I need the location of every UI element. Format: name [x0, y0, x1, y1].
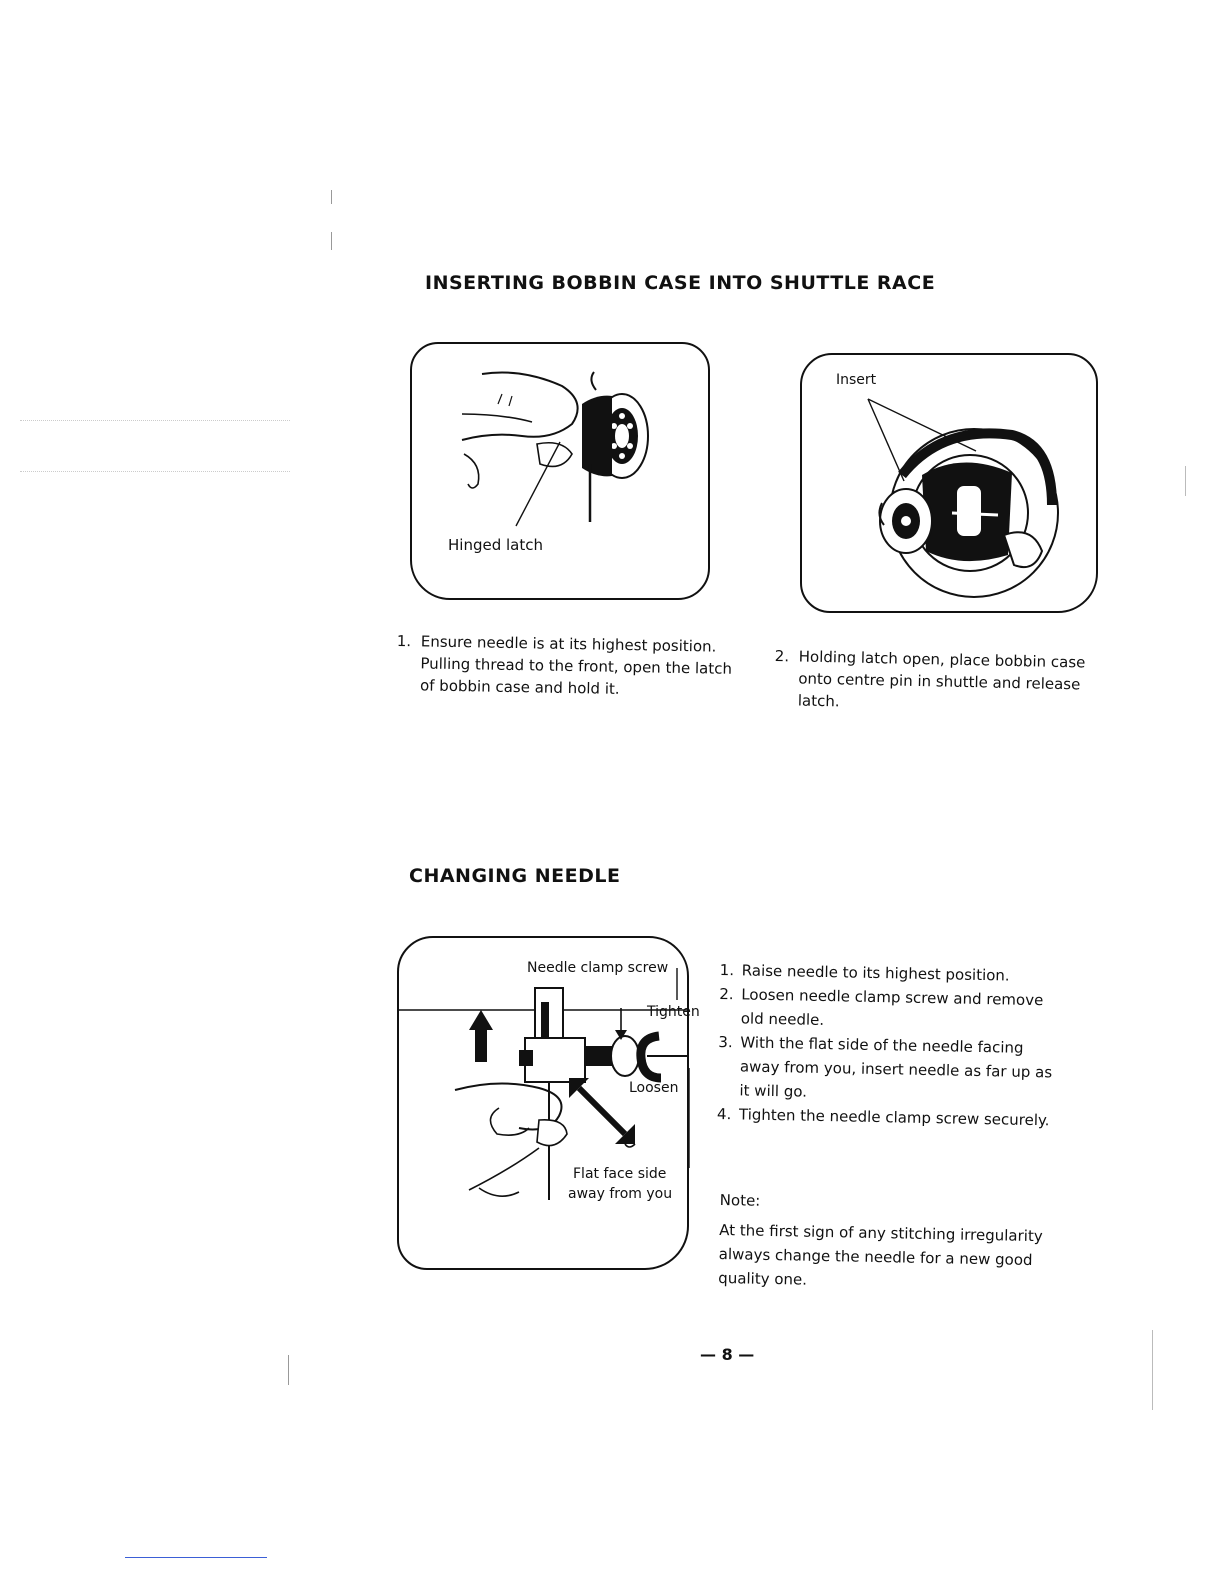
figure-hinged-latch — [410, 342, 710, 600]
needle-step-number: 4. — [716, 1104, 732, 1124]
note-label: Note: — [719, 1190, 761, 1210]
scan-mark — [20, 420, 290, 472]
label-needle-clamp-screw: Needle clamp screw — [527, 960, 669, 976]
scan-mark — [331, 232, 332, 250]
figure-changing-needle — [397, 936, 700, 1270]
scan-mark — [1152, 1330, 1153, 1410]
figure1-label: Hinged latch — [448, 536, 543, 554]
needle-step-number: 3. — [718, 1032, 733, 1052]
needle-step-text: With the flat side of the needle facing away from you, insert needle as far up as it will go. — [739, 1033, 1053, 1101]
section-title-needle: CHANGING NEEDLE — [409, 865, 621, 887]
bobbin-step-1-number: 1. — [396, 631, 412, 651]
needle-step-text: Raise needle to its highest position. — [741, 961, 1010, 985]
scan-mark — [1185, 466, 1186, 496]
note-block — [718, 1188, 1056, 1296]
needle-clamp-illustration — [399, 938, 687, 1268]
label-loosen: Loosen — [629, 1080, 679, 1096]
bobbin-step-1 — [396, 630, 742, 702]
needle-step-2 — [719, 982, 1056, 1036]
needle-step-text: Tighten the needle clamp screw securely. — [738, 1105, 1050, 1130]
label-flat-face-1: Flat face side — [573, 1166, 667, 1182]
needle-step-text: Loosen needle clamp screw and remove old needle. — [740, 985, 1044, 1030]
needle-step-number: 2. — [719, 984, 734, 1004]
scan-mark — [331, 190, 332, 204]
scan-mark — [288, 1355, 289, 1385]
section-title-bobbin: INSERTING BOBBIN CASE INTO SHUTTLE RACE — [425, 272, 936, 294]
scan-mark — [125, 1557, 267, 1558]
needle-step-4 — [717, 1102, 1053, 1132]
shuttle-race-illustration — [802, 355, 1096, 611]
bobbin-case-hand-illustration — [412, 344, 708, 598]
bobbin-step-2-text: Holding latch open, place bobbin case onto centre pin in shuttle and release latch. — [797, 647, 1086, 711]
figure2-label: Insert — [836, 372, 877, 388]
needle-steps — [717, 958, 1056, 1132]
bobbin-step-1-text: Ensure needle is at its highest position. Pulling thread to the front, open the latch of bobbin case and hold it. — [419, 632, 733, 698]
note-text: At the first sign of any stitching irregularity always change the needle for a new good quality one. — [718, 1220, 1043, 1289]
needle-step-3 — [717, 1030, 1054, 1108]
bobbin-step-2 — [774, 645, 1115, 718]
figure-insert — [800, 353, 1098, 613]
label-flat-face-2: away from you — [568, 1186, 673, 1202]
label-tighten: Tighten — [647, 1004, 700, 1020]
page-number: — 8 — — [700, 1345, 755, 1364]
needle-step-number: 1. — [719, 960, 735, 980]
bobbin-step-2-number: 2. — [774, 646, 790, 666]
